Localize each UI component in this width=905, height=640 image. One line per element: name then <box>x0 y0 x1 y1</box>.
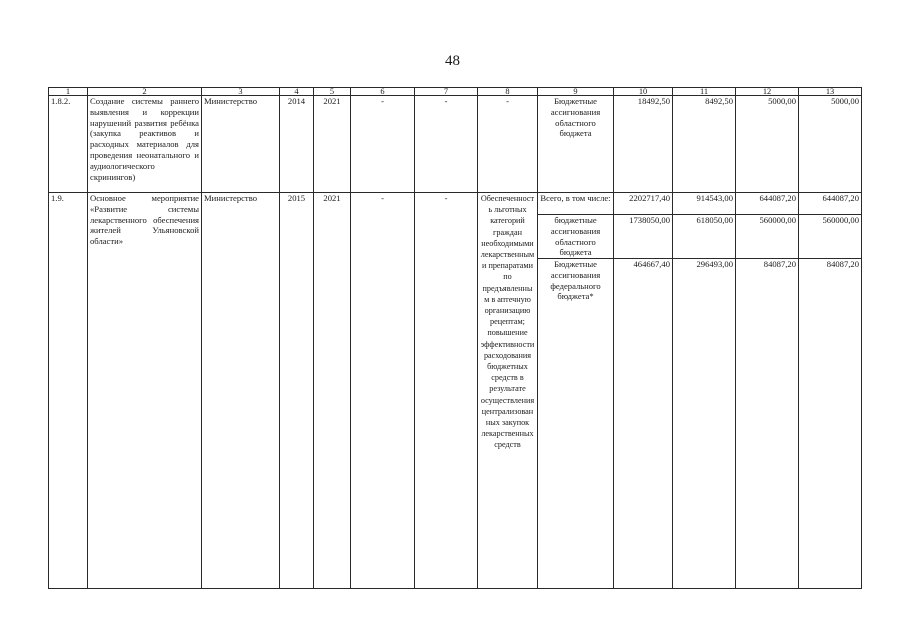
column-header: 11 <box>673 88 736 96</box>
funding-year1-regional: 618050,00 <box>673 214 735 258</box>
funding-source-regional: бюджетные ассигнования областного бюджета <box>538 214 613 258</box>
funding-source: Бюджетные ассигнования областного бюджета <box>538 96 614 193</box>
row-number: 1.9. <box>49 193 88 589</box>
start-year: 2014 <box>280 96 314 193</box>
column-header: 3 <box>202 88 280 96</box>
col6-value: - <box>351 193 415 589</box>
executor: Министерство <box>202 96 280 193</box>
funding-total: 18492,50 <box>614 96 673 193</box>
funding-year2: 5000,00 <box>736 96 799 193</box>
column-header: 12 <box>736 88 799 96</box>
column-header: 4 <box>280 88 314 96</box>
column-header: 7 <box>415 88 478 96</box>
funding-year1-all: 914543,00 <box>696 193 733 203</box>
column-header: 6 <box>351 88 415 96</box>
funding-year3-cell <box>799 193 862 589</box>
col7-value: - <box>415 96 478 193</box>
executor: Министерство <box>202 193 280 589</box>
funding-year1: 8492,50 <box>673 96 736 193</box>
funding-total-cell <box>614 193 673 589</box>
col7-value: - <box>415 193 478 589</box>
funding-source-total: Всего, в том числе: <box>540 193 611 203</box>
column-header: 9 <box>538 88 614 96</box>
column-header: 2 <box>88 88 202 96</box>
end-year: 2021 <box>314 96 351 193</box>
funding-year3-all: 644087,20 <box>822 193 859 203</box>
funding-year2-federal: 84087,20 <box>736 258 798 270</box>
funding-year3-regional: 560000,00 <box>799 214 861 258</box>
col6-value: - <box>351 96 415 193</box>
column-header: 8 <box>478 88 538 96</box>
funding-year1-federal: 296493,00 <box>673 258 735 270</box>
funding-year3: 5000,00 <box>799 96 862 193</box>
funding-total-all: 2202717,40 <box>629 193 670 203</box>
table-row <box>49 193 862 589</box>
funding-year2-all: 644087,20 <box>759 193 796 203</box>
measure-name: Создание системы раннего выявления и коррекции нарушений развития ребёнка (закупка реактивов и расходных материалов для проведения неонатального и аудиологического скринингов) <box>88 96 202 193</box>
column-header: 5 <box>314 88 351 96</box>
expected-result: Обеспеченность льготных категорий граждан необходимыми лекарственными препаратами по предъявленным в аптечную организацию рецептам; повышение эффективности расходования бюджетных средств в результате осуществления централизованных закупок лекарственных средств <box>478 193 538 589</box>
column-number-header-row <box>49 88 862 96</box>
funding-year1-cell <box>673 193 736 589</box>
funding-year3-federal: 84087,20 <box>799 258 861 270</box>
column-header: 13 <box>799 88 862 96</box>
funding-year2-regional: 560000,00 <box>736 214 798 258</box>
page-number: 48 <box>445 53 460 69</box>
row-number: 1.8.2. <box>49 96 88 193</box>
funding-sources-cell <box>538 193 614 589</box>
column-header: 10 <box>614 88 673 96</box>
funding-year2-cell <box>736 193 799 589</box>
table-row <box>49 96 862 193</box>
column-header: 1 <box>49 88 88 96</box>
funding-total-regional: 1738050,00 <box>614 214 672 258</box>
measure-name: Основное мероприятие «Развитие системы лекарственного обеспечения жителей Ульяновской области» <box>88 193 202 589</box>
program-table <box>48 87 862 589</box>
col8-value: - <box>478 96 538 193</box>
end-year: 2021 <box>314 193 351 589</box>
funding-source-federal: Бюджетные ассигнования федерального бюджета* <box>538 258 613 302</box>
start-year: 2015 <box>280 193 314 589</box>
funding-total-federal: 464667,40 <box>614 258 672 270</box>
